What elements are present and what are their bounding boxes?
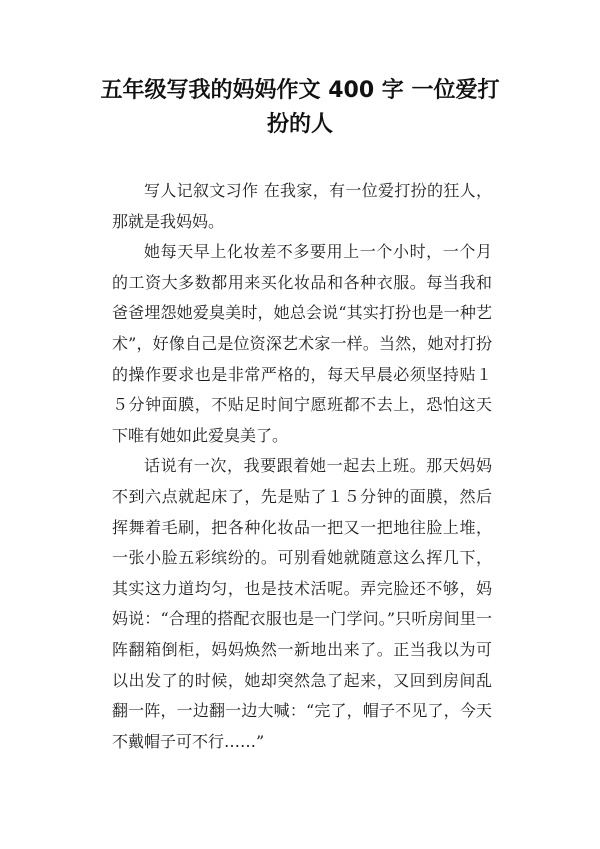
paragraph: 她每天早上化妆差不多要用上一个小时，一个月的工资大多数都用来买化妆品和各种衣服。每当我和爸爸埋怨她爱臭美时，她总会说“其实打扮也是一种艺术”，好像自己是位资深艺术家一样。当然，她对打扮的操作要求也是非常严格的，每天早晨必须坚持贴１５分钟面膜，不贴足时间宁愿班都不去上，恐怕这天下唯有她如此爱臭美了。 bbox=[112, 242, 492, 445]
paragraph: 写人记叙文习作 在我家，有一位爱打扮的狂人，那就是我妈妈。 bbox=[112, 181, 492, 231]
paragraph: 话说有一次，我要跟着她一起去上班。那天妈妈不到六点就起床了，先是贴了１５分钟的面膜，然后挥舞着毛刷，把各种化妆品一把又一把地往脸上堆，一张小脸五彩缤纷的。可别看她就随意这么挥几下，其实这力道均匀，也是技术活呢。弄完脸还不够，妈妈说：“合理的搭配衣服也是一门学问。”只听房间里一阵翻箱倒柜，妈妈焕然一新地出来了。正当我以为可以出发了的时候，她却突然急了起来，又回到房间乱翻一阵，一边翻一边大喊：“完了，帽子不见了，今天不戴帽子可不行……” bbox=[112, 456, 492, 751]
document-body bbox=[112, 176, 492, 757]
document-title: 五年级写我的妈妈作文 400 字 一位爱打扮的人 bbox=[100, 78, 500, 137]
